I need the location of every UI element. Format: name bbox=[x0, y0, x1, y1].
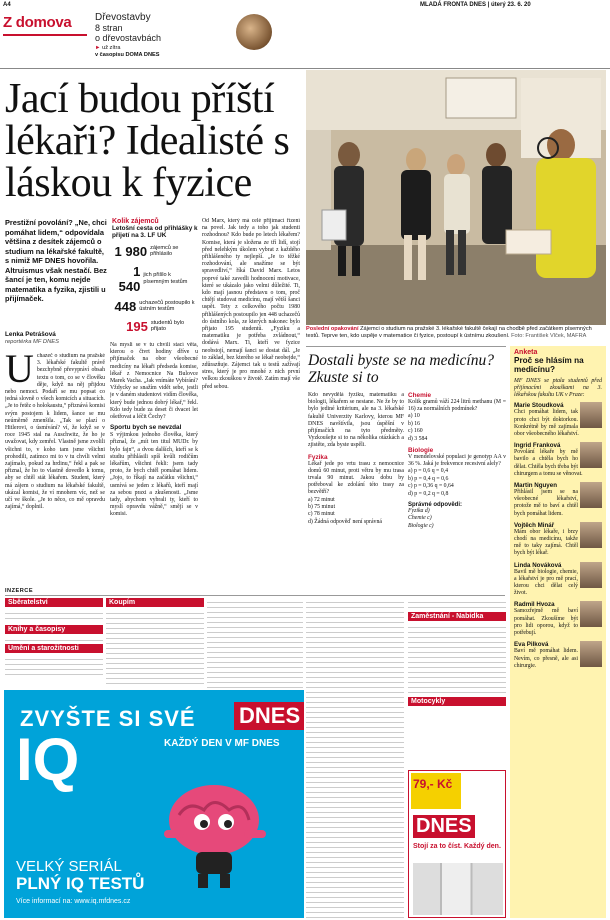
teaser-sub: ► už zítra bbox=[95, 45, 121, 51]
answer-item: Fyzika d) bbox=[408, 508, 430, 515]
iq-ad[interactable] bbox=[4, 690, 304, 918]
quiz-option: a) p = 0,6 q = 0,4 bbox=[408, 468, 449, 475]
anketa-portrait bbox=[580, 641, 602, 667]
classified-category: Sběratelství bbox=[5, 598, 103, 607]
stats-list bbox=[112, 244, 198, 334]
column-text: S výjimkou jednoho člověka, který přiznal, že „mít ten titul MUDr. by bylo fajn“, a dvou dalších, kteří se k studiu přihlásili spíš kvůli rodičům lékařům, všichni řekli: jsem tady proto, že bych chtěl pomáhat lidem. „Jojo, to říkají na začátku všichni,“ usmívá se jeden z lékařů, kteří mají za sebou praxi a zkušenosti. „Jsme tady, abychom vybrali ty, kteří to myslí opravdu vážně,“ smějí se v komisi. bbox=[110, 432, 198, 518]
classified-text bbox=[5, 636, 103, 642]
anketa-name: Linda Nováková bbox=[514, 561, 562, 569]
quiz-options bbox=[408, 468, 506, 498]
section-rule bbox=[3, 34, 87, 36]
iq-big: IQ bbox=[16, 726, 80, 793]
iq-every: KAŽDÝ DEN V MF DNES bbox=[164, 738, 280, 749]
teaser-sub: 8 stran bbox=[95, 23, 123, 33]
lead-paragraph: Prestižní povolání? „Ne, chci pomáhat lidem,“ odpovídala většina z desítek zájemců o studium na lékařské fakultě, s nimiž MF DNES hovořila. Altruismus však nestačí. Bez šancí je ten, komu nejde matematika a fyzika, zjistili u přijímaček. bbox=[5, 218, 107, 303]
quiz-option: c) p = 0,36 q = 0,64 bbox=[408, 483, 454, 490]
quiz-question: Lékař jede po vrtu trasu z nemocnice domů 60 minut, proti větru by mu trasa trvala 90 minut. Jakou dobu by potřeboval ke zdolání této trasy za bezvětří? bbox=[308, 460, 404, 496]
article-photo bbox=[306, 70, 606, 325]
classified-col-2 bbox=[106, 598, 204, 688]
sidebar-sub: Letošní cesta od přihlášky k přijetí na 3. LF UK bbox=[112, 225, 198, 240]
anketa-portrait bbox=[580, 522, 602, 548]
author-role: reportérka MF DNES bbox=[5, 339, 60, 345]
anketa-item bbox=[514, 641, 602, 670]
quiz-option: a) 10 bbox=[408, 413, 420, 420]
stats-sidebar bbox=[112, 218, 198, 336]
quiz-option: d) p = 0,2 q = 0,8 bbox=[408, 490, 449, 497]
iq-serial-1: VELKÝ SERIÁL bbox=[16, 858, 122, 875]
anketa-item bbox=[514, 482, 602, 518]
classified-col-3 bbox=[207, 598, 303, 688]
quiz-top-rule bbox=[306, 346, 506, 347]
teaser-sub: o dřevostavbách bbox=[95, 33, 162, 43]
stat-number: 448 bbox=[114, 298, 137, 314]
classified-col-4 bbox=[306, 598, 404, 920]
quiz-option: b) 16 bbox=[408, 420, 421, 427]
iq-dnes-logo: DNES bbox=[234, 702, 304, 730]
anketa-name: Radmil Hvoza bbox=[514, 601, 555, 609]
promo-newspapers bbox=[413, 863, 503, 915]
classified-category: Umění a starožitnosti bbox=[5, 644, 103, 653]
anketa-name: Marie Stoudková bbox=[514, 402, 564, 410]
classified-text bbox=[106, 609, 204, 688]
anketa-item bbox=[514, 442, 602, 478]
iq-line1: ZVYŠTE SI SVÉ bbox=[20, 706, 196, 731]
classified-category: Knihy a časopisy bbox=[5, 625, 103, 634]
iq-more[interactable]: Více informací na: www.iq.mfdnes.cz bbox=[16, 898, 131, 905]
anketa-name: Martin Nguyen bbox=[514, 482, 557, 490]
author-name: Lenka Petrášová bbox=[5, 331, 56, 338]
stat-label: studentů bylo přijato bbox=[150, 319, 185, 333]
page-tag: A4 bbox=[3, 2, 11, 8]
dropcap: U bbox=[5, 353, 34, 391]
quiz-option: d) 3 584 bbox=[408, 435, 428, 442]
anketa-text: Bavil mě biologie, chemie, a lékařství je pro mě prací, kterou chci dělat celý život. bbox=[514, 568, 578, 597]
classified-category: Koupím bbox=[106, 598, 204, 607]
quiz-right-col bbox=[408, 392, 506, 582]
anketa-question: Proč se hlásím na medicínu? bbox=[514, 356, 584, 375]
anketa-text: Přihlásil jsem se na všeobecné lékařství, protože mě to baví a chtěl bych pomáhat lidem. bbox=[514, 489, 578, 517]
anketa-portrait bbox=[580, 442, 602, 468]
quiz-option: b) 75 minut bbox=[308, 504, 336, 511]
stat-number: 1 980 bbox=[114, 243, 148, 259]
quiz-option: a) 72 minut bbox=[308, 496, 335, 503]
header-rule bbox=[0, 68, 610, 69]
inzerce-rule bbox=[5, 595, 505, 596]
stat-row bbox=[112, 244, 198, 259]
stat-label: uchazečů postoupilo k ústním testům bbox=[139, 299, 195, 313]
promo-line: Stojí za to číst. Každý den. bbox=[413, 843, 501, 850]
stat-number: 1 540 bbox=[118, 263, 141, 294]
headline: Jací budou příští lékaři? Idealisté s láskou k fyzice bbox=[5, 76, 290, 206]
quiz-intro: Kdo nevydělá fyziku, matematiku a biologii, lékařem se nestane. Ne že by to bylo jediné kritérium, ale na 3. lékařské fakultě Univerzity Karlovy, kterou MF DNES navštívila, jsou úspěšní v přijímačích na tyto předměty. Vyzkoušejte si to na několika otázkách a zjistěte, zda byste uspěli. bbox=[308, 392, 404, 449]
anketa-text: Povolání lékaře by mě bavilo a chtěla bych ho dělat. Chtěla bych třeba být chirurgem a tomu se věnovat. bbox=[514, 449, 583, 477]
caption-text: Zájemci o studium na pražské 3. lékařské fakultě čekají na chodbě před začátkem písemných testů. Teprve ten, kdo uspěje v matematice či fyzice, postoupí k ústnímu zkoušení. bbox=[306, 326, 592, 339]
classified-text bbox=[5, 655, 103, 675]
quiz-options bbox=[308, 497, 404, 527]
quiz-question: Kolik gramů váží 224 litrů methanu (M = 16) za normálních podmínek? bbox=[408, 399, 506, 413]
masthead: MLADÁ FRONTA DNES | úterý 23. 6. 20 bbox=[420, 2, 531, 8]
anketa-name: Ingrid Franková bbox=[514, 442, 561, 450]
anketa-portrait bbox=[580, 482, 602, 508]
anketa-intro: MF DNES se ptala studentů před přijímacími zkouškami na 3. lékařskou fakultu UK v Praze: bbox=[514, 377, 602, 399]
anketa-item bbox=[514, 562, 602, 598]
photo-credit: Foto: František Vlček, MAFRA bbox=[511, 333, 587, 339]
classified-text bbox=[408, 598, 506, 610]
anketa-name: Vojtěch Minář bbox=[514, 521, 555, 529]
anketa-text: Baví mě pomáhat lidem. Nevím, co přesně, ale asi chirurgie. bbox=[514, 648, 578, 669]
teaser-title: Dřevostavby bbox=[95, 12, 151, 23]
anketa-item bbox=[514, 601, 602, 637]
teaser-thumbnail bbox=[236, 14, 272, 50]
photo-illustration bbox=[306, 70, 606, 325]
quiz-option: d) Žádná odpověď není správná bbox=[308, 518, 382, 525]
answer-item: Biologie c) bbox=[408, 522, 434, 529]
stat-label: jich přišlo k písemným testům bbox=[143, 272, 188, 285]
article-column-3 bbox=[202, 218, 300, 583]
anketa-item bbox=[514, 402, 602, 438]
brain-mascot-illustration bbox=[134, 770, 294, 890]
quiz-option: b) p = 0,4 q = 0,6 bbox=[408, 475, 449, 482]
stat-number: 195 bbox=[126, 318, 148, 334]
teaser-box[interactable] bbox=[95, 12, 233, 64]
arrow-icon: ► bbox=[95, 45, 103, 51]
promo-logo: DNES bbox=[413, 815, 475, 838]
quiz-section-label: Biologie bbox=[408, 447, 434, 455]
anketa-panel bbox=[510, 346, 606, 918]
anketa-name: Eva Pilková bbox=[514, 641, 549, 649]
quiz-option: c) 160 bbox=[408, 428, 423, 435]
quiz-section-label: Chemie bbox=[408, 392, 432, 399]
quiz-option: c) 78 minut bbox=[308, 511, 335, 518]
anketa-list bbox=[514, 402, 602, 669]
quiz-section-label: Fyzika bbox=[308, 453, 328, 461]
anketa-portrait bbox=[580, 562, 602, 588]
quiz-options bbox=[408, 413, 506, 443]
classified-col-5 bbox=[408, 598, 506, 708]
promo-price: 79,- Kč bbox=[413, 777, 453, 791]
anketa-text: Mám obor lékaře, i brzy chodí na medicínu, takže mě to taky zajímá. Chtěl bych být lékař. bbox=[514, 528, 578, 557]
dnes-promo[interactable] bbox=[408, 770, 506, 918]
article-column-1 bbox=[5, 353, 105, 583]
classified-category: Motocykly bbox=[408, 697, 506, 706]
answer-item: Chemie c) bbox=[408, 515, 432, 522]
classified-category: Zaměstnání - Nabídka bbox=[408, 612, 506, 621]
stat-label: zájemců se přihlásilo bbox=[150, 244, 179, 258]
stat-row bbox=[112, 299, 198, 314]
classified-col-1 bbox=[5, 598, 103, 688]
inzerce-label: INZERCE bbox=[5, 588, 34, 594]
quiz-question: V mendelovské populaci je genotyp AA v 36 %. Jaká je frekvence recesivní alely? bbox=[408, 454, 506, 468]
stat-row bbox=[112, 264, 198, 294]
anketa-portrait bbox=[580, 402, 602, 428]
classified-text bbox=[5, 609, 103, 623]
answers-list bbox=[408, 508, 506, 530]
quiz-left-col bbox=[308, 392, 404, 582]
caption-label: Poslední opakování bbox=[306, 326, 359, 332]
anketa-label: Anketa bbox=[514, 349, 538, 356]
subhead: Sportu bych se nevzdal bbox=[110, 424, 182, 432]
article-column-2 bbox=[110, 342, 198, 583]
anketa-text: Samozřejmě mě baví pomáhat. Zkoušíme být pro lidi oporou, když to potřebují. bbox=[514, 608, 578, 637]
anketa-text: Chci pomáhat lidem, tak proto chci být doktorkou. Konkrétně by mě zajímala obor všeobecného lékařství. bbox=[514, 409, 579, 438]
answers-label: Správné odpovědi: bbox=[408, 502, 463, 509]
quiz-title: Dostali byste se na medicínu? Zkuste si to bbox=[308, 352, 494, 386]
section-title: Z domova bbox=[3, 14, 72, 31]
column-text: Od Marx, který má celé přijímací řízení na povel. Jak tedy a toho jak studenti rozhodnou? Kdo bude po letech lékařem? Komise, která je složena ze tří lidí, stojí před nelehkým úkolem vybrat z každého přihlášeného ty nejlepší. „Je to těžké rozhodování, ale snažíme se být spravedliví,“ říká David Marx. Letos poprvé také zavedli hodnocení motivace, které se ukázalo jako velmi důležité. Ti, kdo mají jasnou představu o tom, proč chtějí studovat medicínu, mají větší šanci uspět. Tety z celkového počtu 1980 přihlášených postoupilo jen 448 uchazečů do ústního kola, ze kterých nakonec bylo přijato 195 studentů. „Fyziku a matematiku je potřeba zvládnout,“ dodává Marx. Ti, kteří ve fyzice neobstojí, nemají šanci se dostat dál. „Je to základ, bez kterého se lékař neobejde,“ zdůrazňuje. Zájemci tak u testů zažívají stres, který je pro mnohé z nich první velkou zkouškou v životě. Zatím mají vše před sebou. bbox=[202, 218, 300, 390]
column-text: Na mysli se v tu chvíli stací věta, kterou o čtvrt hodiny dříve u přijímaček na obor všeobecné medicíny na lékaři předseda komise, lékař z Nemocnice Na Bulovce Marek Vacha. „Jak vnímáte Vybírání? Vždycky se snažím vidět sebe, jestli je v daném studentovi vidím člověka, který bude jednou dobrý lékař,“ řekl. Kdo tedy bude za deset či dvacet let ošetřovat a léčit Čechy? bbox=[110, 342, 198, 421]
stat-row bbox=[112, 319, 198, 334]
sidebar-title: Kolik zájemců bbox=[112, 218, 159, 225]
classified-text bbox=[408, 623, 506, 695]
teaser-sub: v časopisu DOMA DNES bbox=[95, 52, 160, 58]
anketa-portrait bbox=[580, 601, 602, 627]
iq-serial-2: PLNÝ IQ TESTŮ bbox=[16, 874, 145, 893]
photo-caption bbox=[306, 326, 606, 340]
column-text: chazeč o studium na pražské 3. lékařské fakultě právě bezchybně převypráví obsah textu o tom, co se v člověku děje, když na něj přijdou nebo nemoci. Podaří se mu popsat co jedná slovně o všech komicích a situacích. „Je to řetěz o holokaustu,“ přiznává komisi svým postojem k lidem, šance se mu neúměrně zmenšila. „Tak se plazí o Hitlerovi, o úsmívání? ví, že když se v roce 1945 stal na Auschwitz, že ho je uvažovat, kdy zemřel. Vlastně jsme zvolili všichni to, v koho tam jsme všichni prohodili, zatímco mi to v tu chvíli velmi zajímalo, pokud za hrdinu,“ řekl a pak se přiznal, že ho to vlastně dovedlo k tomu, aby se chtěl stát lékařem. Student, který má zájem o studium na lékařské fakultě, ukázal komisi, že ví mnohem víc, než se učí ve škole. „Je to něco, co mě opravdu zajímá,“ doplnil. bbox=[5, 353, 105, 511]
anketa-item bbox=[514, 522, 602, 558]
